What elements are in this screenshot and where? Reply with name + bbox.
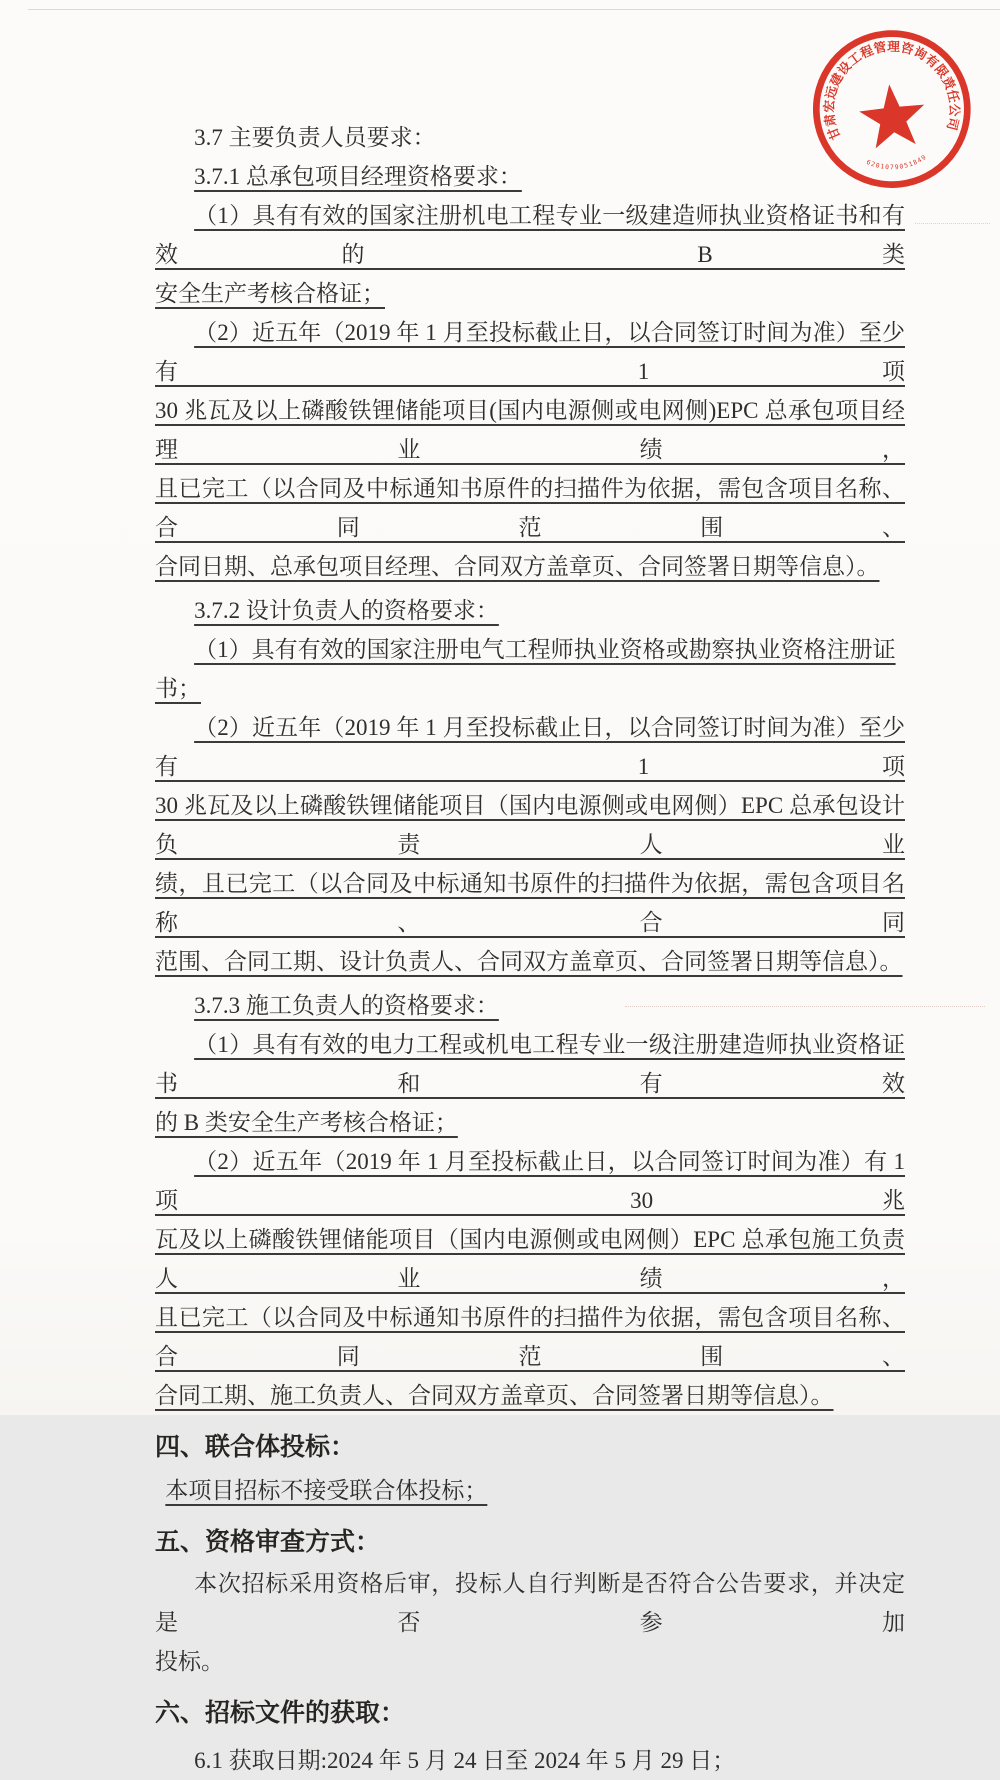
doc-line: 瓦及以上磷酸铁锂储能项目（国内电源侧或电网侧）EPC 总承包施工负责人业绩， <box>155 1227 905 1291</box>
doc-line: 6.1 获取日期:2024 年 5 月 24 日至 2024 年 5 月 29 日； <box>194 1748 736 1773</box>
doc-line: 且已完工（以合同及中标通知书原件的扫描件为依据，需包含项目名称、合同范围、 <box>155 476 905 540</box>
doc-line: 合同工期、施工负责人、合同双方盖章页、合同签署日期等信息）。 <box>155 1383 834 1408</box>
section-heading-4-joint-venture: 四、联合体投标： <box>155 1434 356 1461</box>
subsection-heading-3-7-1: 3.7.1 总承包项目经理资格要求： <box>194 164 522 189</box>
doc-line: 投标。 <box>155 1649 224 1674</box>
section-heading-5-qualification-review: 五、资格审查方式： <box>155 1529 381 1556</box>
doc-line: （1）具有有效的电力工程或机电工程专业一级注册建造师执业资格证书和有效 <box>155 1032 905 1096</box>
seal-serial-number: 6201079051849 <box>865 153 929 172</box>
subsection-heading-3-7-2: 3.7.2 设计负责人的资格要求： <box>194 598 499 623</box>
doc-line: 绩，且已完工（以合同及中标通知书原件的扫描件为依据，需包含项目名称、合同 <box>155 871 905 935</box>
doc-line: （2）近五年（2019 年 1 月至投标截止日，以合同签订时间为准）至少有 1 项 <box>155 320 905 384</box>
doc-line: 合同日期、总承包项目经理、合同双方盖章页、合同签署日期等信息）。 <box>155 554 880 579</box>
doc-line: （2）近五年（2019 年 1 月至投标截止日，以合同签订时间为准）有 1 项 30 兆 <box>155 1149 905 1213</box>
doc-line: （1）具有有效的国家注册电气工程师执业资格或勘察执业资格注册证书； <box>155 637 896 701</box>
doc-line: 本项目招标不接受联合体投标； <box>165 1478 488 1503</box>
doc-line: 范围、合同工期、设计负责人、合同双方盖章页、合同签署日期等信息）。 <box>155 949 903 974</box>
subsection-heading-3-7-3: 3.7.3 施工负责人的资格要求： <box>194 993 499 1018</box>
section-heading-6-obtain-documents: 六、招标文件的获取： <box>155 1700 406 1727</box>
doc-line: 30 兆瓦及以上磷酸铁锂储能项目（国内电源侧或电网侧）EPC 总承包设计负责人业 <box>155 793 905 857</box>
doc-line: 本次招标采用资格后审，投标人自行判断是否符合公告要求，并决定是否参加 <box>155 1571 905 1635</box>
doc-line: 的 B 类安全生产考核合格证； <box>155 1110 458 1135</box>
doc-line: 且已完工（以合同及中标通知书原件的扫描件为依据，需包含项目名称、合同范围、 <box>155 1305 905 1369</box>
subsection-heading-3-7: 3.7 主要负责人员要求： <box>194 125 436 150</box>
doc-line: 安全生产考核合格证； <box>155 281 385 306</box>
seal-company-text: 甘肃宏远建设工程管理咨询有限责任公司 <box>822 39 962 142</box>
doc-line: （1）具有有效的国家注册机电工程专业一级建造师执业资格证书和有效的 B 类 <box>155 203 905 267</box>
doc-line: （2）近五年（2019 年 1 月至投标截止日，以合同签订时间为准）至少有 1 项 <box>155 715 905 779</box>
doc-line: 30 兆瓦及以上磷酸铁锂储能项目(国内电源侧或电网侧)EPC 总承包项目经理业绩， <box>155 398 905 462</box>
